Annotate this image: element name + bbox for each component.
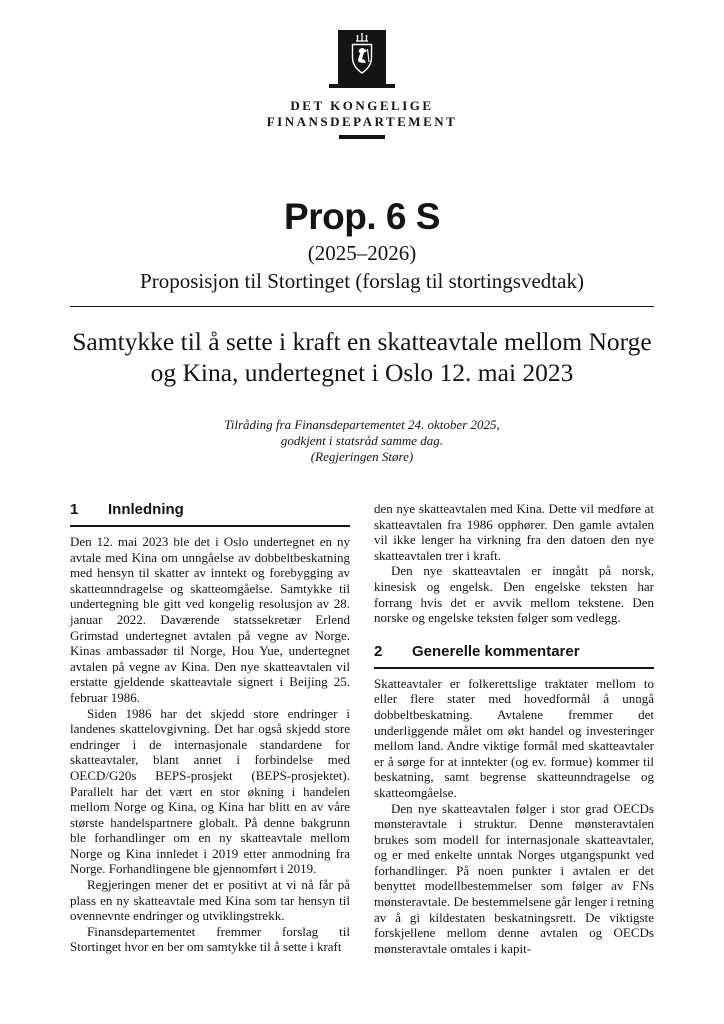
royal-coat-of-arms-icon [338,30,386,84]
section-2-title: Generelle kommentarer [412,642,580,660]
ministry-name-line1: DET KONGELIGE [290,98,434,113]
header-divider [70,306,654,307]
paragraph: Siden 1986 har det skjedd store endringer i landenes skattelovgivning. Det har også skjedd store endringer i de internasjonale standardene for skatteavtaler, blant annet i forbindelse med OECD/G20s BEPS-prosjekt (BEPS-prosjektet). Parallelt har det vært en stor økning i handelen mellom Norge og Kina, og Kina har blitt en av våre største handelspartnere globalt. På denne bakgrunn ble forhandlinger om en ny skatteavtale mellom Norge og Kina innledet i 2019 etter anmodning fra Norge. Forhandlingene ble gjennomført i 2019. [70,705,350,877]
section-2-number: 2 [374,642,383,660]
recommendation-line3: (Regjeringen Støre) [310,449,414,464]
document-type: Proposisjon til Stortinget (forslag til stortingsvedtak) [140,269,584,293]
paragraph: Den nye skatteavtalen følger i stor grad OECDs mønsteravtale i struktur. Denne mønsteravtalen brukes som modell for internasjonale skatteavtaler, og er med enkelte unntak Norges utgangspunkt ved forhandlinger. På noen punkter i avtalen er det benyttet modellbestemmelser som følger av FNs mønsteravtale. De bestemmelsene går lenger i retning av å gi kildestaten beskatningsrett. De viktigste forskjellene mellom denne avtalen og OECDs mønsteravtale omtales i kapit- [374,800,654,956]
document-number: Prop. 6 S [284,196,440,237]
recommendation-line2: godkjent i statsråd samme dag. [280,433,444,448]
body-columns [70,501,654,956]
section-1-number: 1 [70,501,79,518]
section-1-title: Innledning [108,501,184,518]
section-1-heading [70,501,350,527]
left-column [70,501,350,956]
ministry-emblem [329,30,395,88]
paragraph: Skatteavtaler er folkerettslige traktater mellom to eller flere stater med hovedformål å unngå dobbeltbeskatning. Avtalene fremmer det underliggende målet om økt handel og investeringer mellom land. Andre viktige formål med skatteavtaler er å sørge for at inntekter (og ev. formue) kommer til beskatning, samt begrense skatteunndragelse og skatteomgåelse. [374,675,654,800]
masthead [0,0,724,139]
paragraph: Den 12. mai 2023 ble det i Oslo undertegnet en ny avtale med Kina om unngåelse av dobbeltbeskatning med hensyn til skatter av inntekt og forebygging av skatteunndragelse og skatteomgåelse. Samtykke til undertegning ble gitt ved kongelig resolusjon av 28. januar 2022. Daværende statssekretær Erlend Grimstad undertegnet avtalen på vegne av Norge. Kinas ambassadør til Norge, Hou Yue, undertegnet avtalen på vegne av Kina. Den nye skatteavtalen vil erstatte gjeldende skatteavtale signert i Beijing 25. februar 1986. [70,534,350,705]
right-column [374,501,654,956]
emblem-base-bar [329,84,395,88]
paragraph: Regjeringen mener det er positivt at vi nå får på plass en ny skatteavtale med Kina som tar hensyn til ovennevnte endringer og utviklingstrekk. [70,877,350,924]
paragraph: Finansdepartementet fremmer forslag til Stortinget hvor en ber om samtykke til å sette i kraft [70,923,350,955]
paragraph: Den nye skatteavtalen er inngått på norsk, kinesisk og engelsk. Den engelske teksten har forrang hvis det er avvik mellom tekstene. Den norske og engelske teksten følger som vedlegg. [374,563,654,626]
ministry-name-line2: FINANSDEPARTEMENT [266,114,458,129]
section-2-heading [374,643,654,669]
recommendation-block [70,417,654,465]
parliamentary-session: (2025–2026) [307,241,417,265]
masthead-foot-bar [339,135,385,139]
document-title: Samtykke til å sette i kraft en skatteavtale mellom Norge og Kina, undertegnet i Oslo 12. mai 2023 [72,327,652,387]
paragraph: den nye skatteavtalen med Kina. Dette vil medføre at skatteavtalen fra 1986 opphører. Den gamle avtalen vil ikke lenger ha virkning fra den datoen den nye skatteavtalen trer i kraft. [374,501,654,563]
recommendation-line1: Tilråding fra Finansdepartementet 24. oktober 2025, [224,417,500,432]
